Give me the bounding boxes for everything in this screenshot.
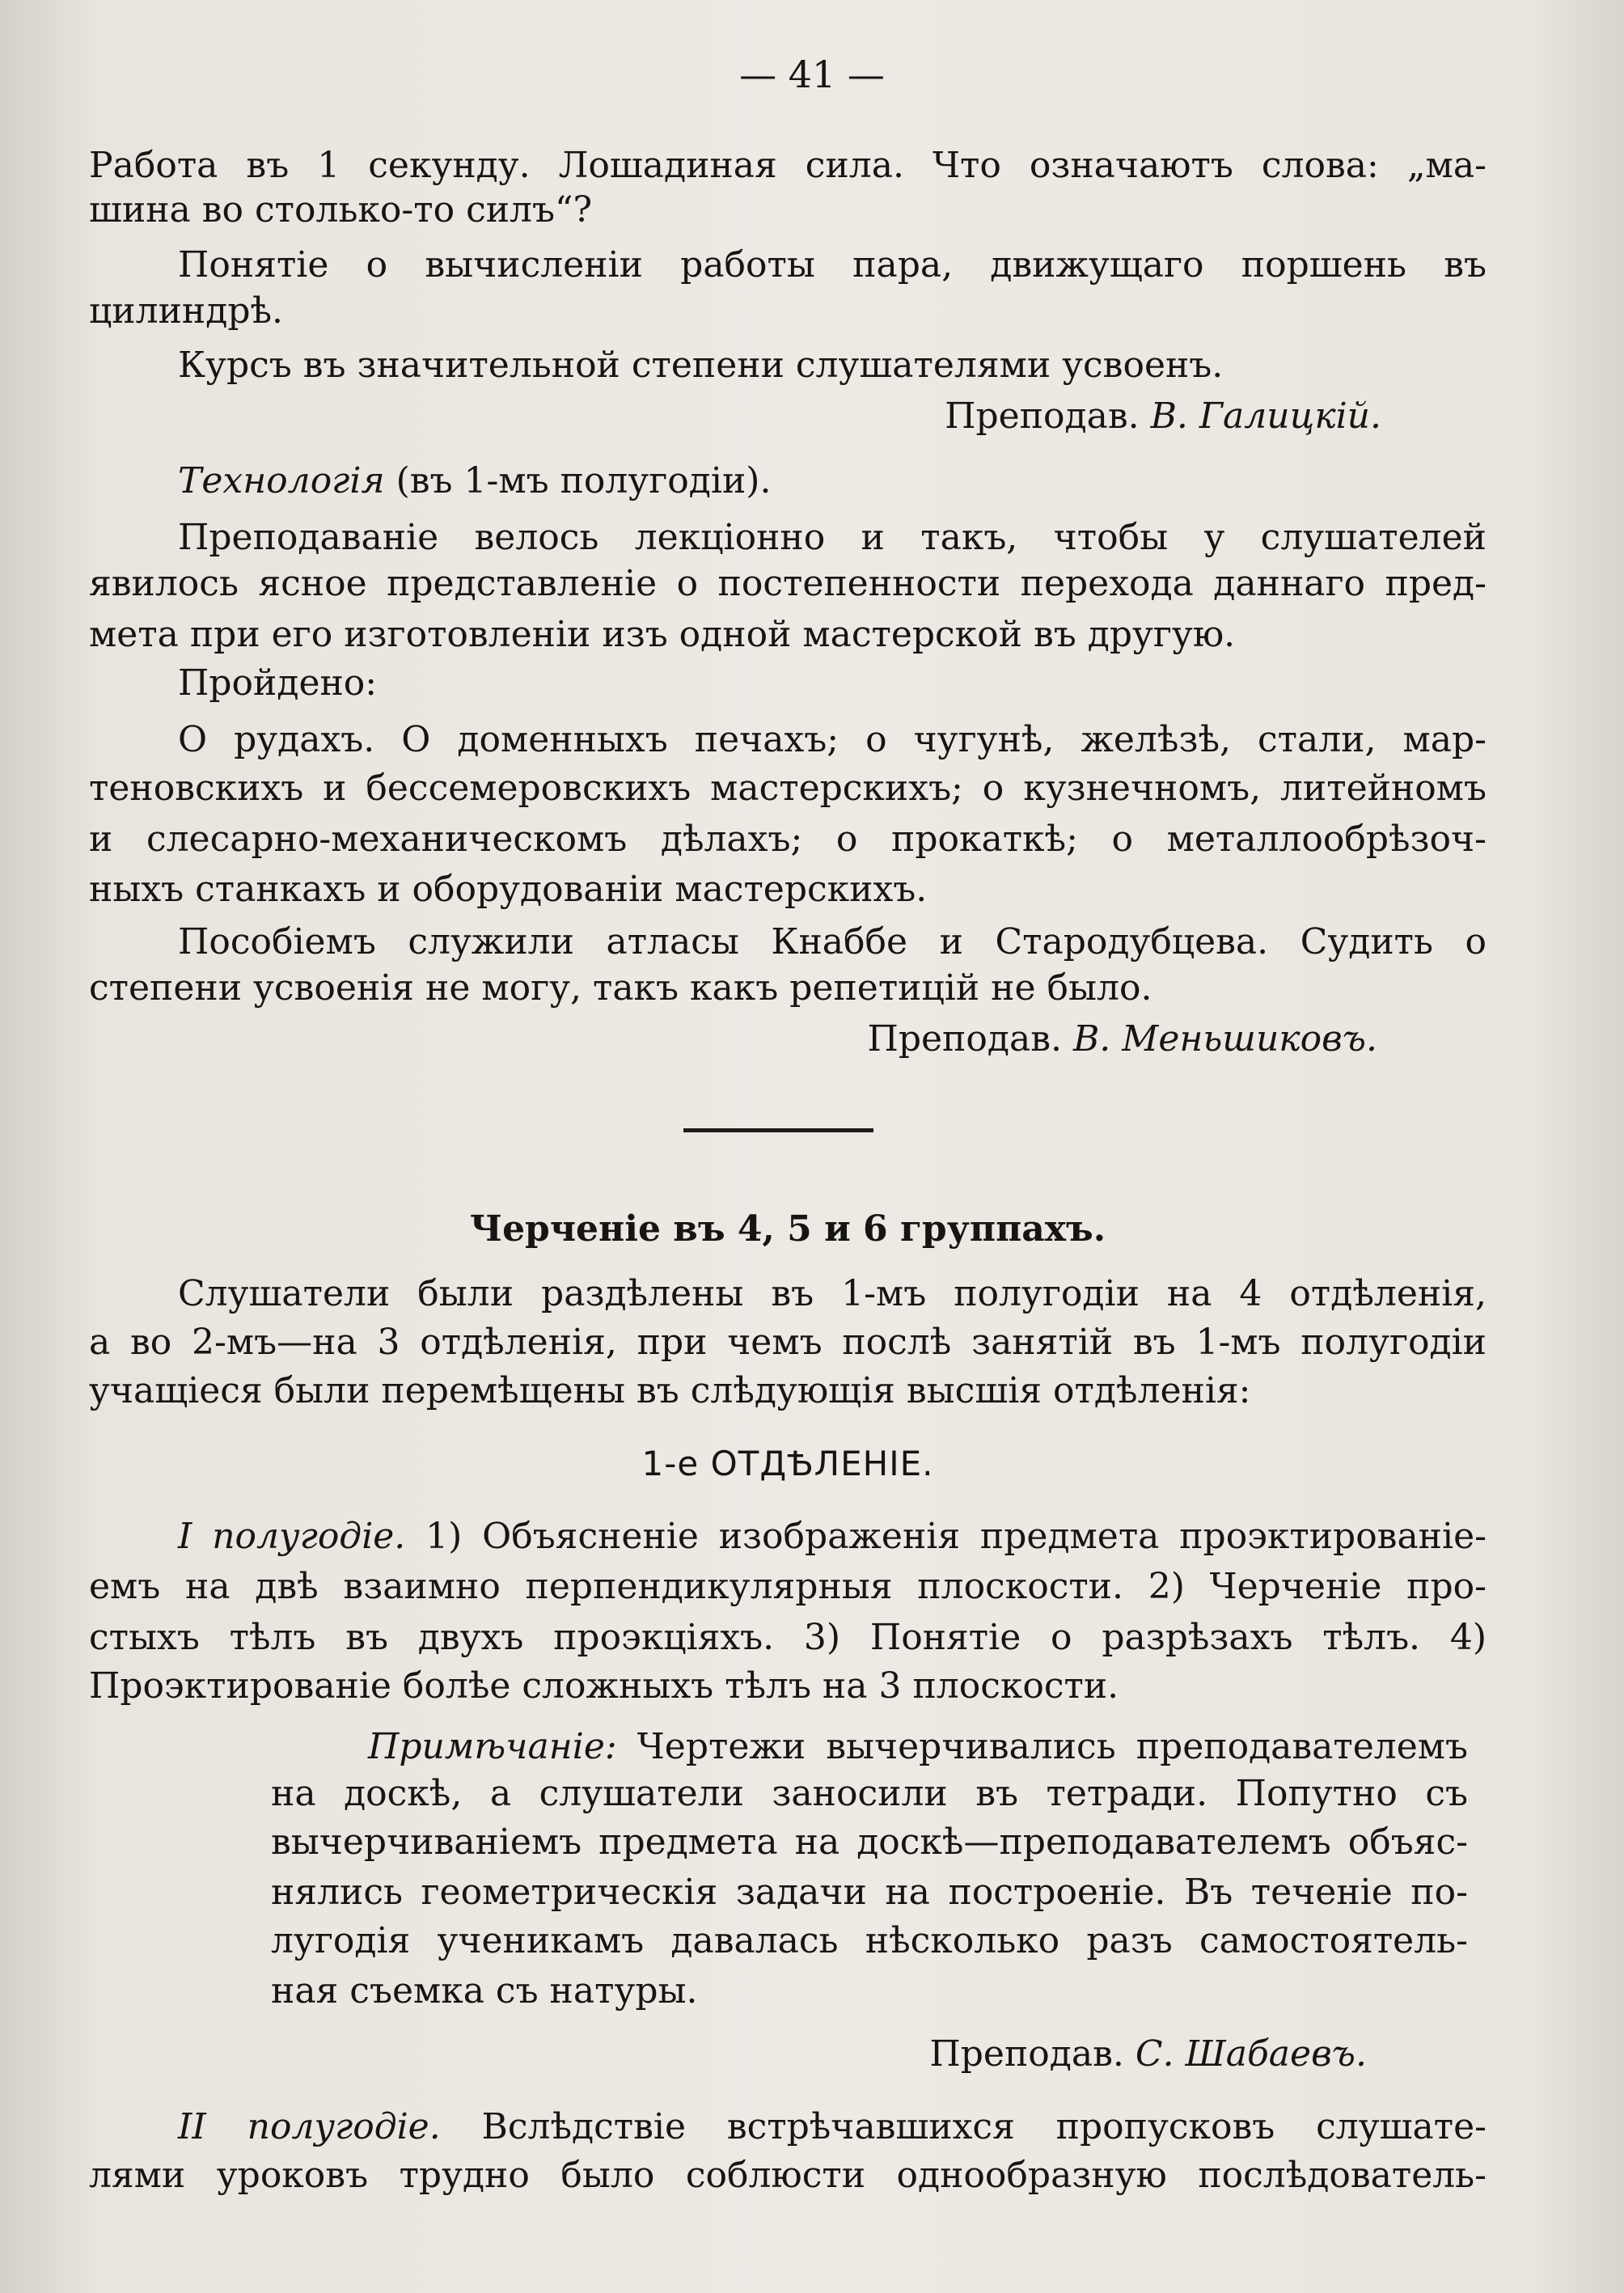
subject-term: (въ 1-мъ полугодіи). — [384, 460, 772, 501]
text-line: Курсъ въ значительной степени слушателями усвоенъ. — [178, 345, 1224, 386]
text-line: учащіеся были перемѣщены въ слѣдующія высшія отдѣленія: — [89, 1370, 1251, 1411]
note-label: Примѣчаніе: — [368, 1726, 617, 1767]
section-divider — [683, 1128, 873, 1132]
signature-name: В. Меньшиковъ. — [1072, 1018, 1377, 1060]
text-line: Пройдено: — [178, 662, 378, 704]
subject-name: Технологія — [178, 460, 385, 501]
note-line: на доскѣ, а слушатели заносили въ тетради. Попутно съ — [271, 1773, 1468, 1814]
signature-name: С. Шабаевъ. — [1135, 2033, 1367, 2075]
text-line: а во 2-мъ—на 3 отдѣленія, при чемъ послѣ занятій въ 1-мъ полугодіи — [89, 1322, 1487, 1363]
teacher-signature — [867, 1015, 1377, 1064]
text-line: теновскихъ и бессемеровскихъ мастерскихъ; о кузнечномъ, литейномъ — [89, 768, 1487, 809]
section-heading-drawing: Черченіе въ 4, 5 и 6 группахъ. — [469, 1208, 1106, 1250]
text-line: II полугодіе. Вслѣдствіе встрѣчавшихся пропусковъ слушате- — [178, 2106, 1487, 2147]
signature-prefix: Преподав. — [867, 1018, 1073, 1060]
text-line: цилиндрѣ. — [89, 290, 284, 332]
text-line: мета при его изготовленіи изъ одной мастерской въ другую. — [89, 614, 1236, 655]
text-line: I полугодіе. 1) Объясненіе изображенія предмета проэктированіе- — [178, 1516, 1487, 1557]
teacher-signature — [929, 2030, 1367, 2079]
note-line: вычерчиваніемъ предмета на доскѣ—преподавателемъ объяс- — [271, 1821, 1468, 1863]
term-label: II полугодіе. — [178, 2106, 441, 2147]
text-line: явилось ясное представленіе о постепенности перехода даннаго пред- — [89, 563, 1487, 604]
note-line: лугодія ученикамъ давалась нѣсколько разъ самостоятель- — [271, 1920, 1468, 1961]
text-line: Пособіемъ служили атласы Кнаббе и Стародубцева. Судить о — [178, 921, 1487, 962]
text-line: емъ на двѣ взаимно перпендикулярныя плоскости. 2) Черченіе про- — [89, 1566, 1487, 1607]
note-line: ная съемка съ натуры. — [271, 1970, 698, 2012]
text-line: степени усвоенія не могу, такъ какъ репетицій не было. — [89, 967, 1152, 1009]
signature-prefix: Преподав. — [929, 2033, 1136, 2075]
text-line: Преподаваніе велось лекціонно и такъ, чтобы у слушателей — [178, 517, 1487, 558]
text-line: О рудахъ. О доменныхъ печахъ; о чугунѣ, желѣзѣ, стали, мар- — [178, 719, 1487, 760]
teacher-signature — [945, 392, 1381, 441]
page-number: — 41 — — [739, 53, 885, 96]
note-line: нялись геометрическія задачи на построеніе. Въ теченіе по- — [271, 1872, 1468, 1913]
text-line: лями уроковъ трудно было соблюсти однообразную послѣдователь- — [89, 2155, 1487, 2196]
note-line: Примѣчаніе: Чертежи вычерчивались преподавателемъ — [368, 1726, 1468, 1767]
text-line: стыхъ тѣлъ въ двухъ проэкціяхъ. 3) Понятіе о разрѣзахъ тѣлъ. 4) — [89, 1617, 1487, 1658]
text-line: ныхъ станкахъ и оборудованіи мастерскихъ. — [89, 869, 928, 910]
signature-prefix: Преподав. — [945, 396, 1151, 437]
text-line: Понятіе о вычисленіи работы пара, движущаго поршень въ — [178, 244, 1487, 286]
text-line: Работа въ 1 секунду. Лошадиная сила. Что означаютъ слова: „ма- — [89, 145, 1487, 186]
signature-name: В. Галицкій. — [1150, 396, 1381, 437]
text-line: Проэктированіе болѣе сложныхъ тѣлъ на 3 плоскости. — [89, 1665, 1119, 1707]
term-label: I полугодіе. — [178, 1516, 406, 1557]
text-line: Слушатели были раздѣлены въ 1-мъ полугодіи на 4 отдѣленія, — [178, 1273, 1487, 1314]
text-line: шина во столько-то силъ“? — [89, 189, 593, 231]
text-line: и слесарно-механическомъ дѣлахъ; о прокаткѣ; о металлообрѣзоч- — [89, 819, 1487, 860]
subsection-heading: 1-е ОТДѢЛЕНІЕ. — [641, 1444, 934, 1483]
section-heading-technology — [178, 457, 1487, 506]
